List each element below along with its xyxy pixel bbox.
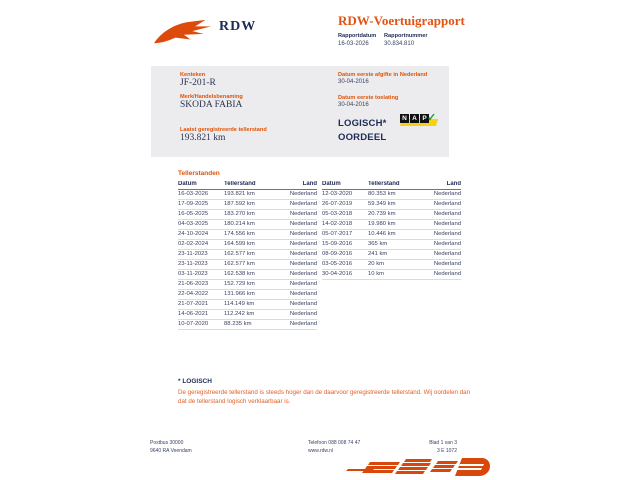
table-cell: Nederland bbox=[289, 291, 317, 297]
table-cell: 131.966 km bbox=[224, 291, 255, 297]
nap-letter-n: N bbox=[400, 114, 409, 123]
col-header-tellerstand: Tellerstand bbox=[224, 181, 256, 187]
table-cell: 193.821 km bbox=[224, 191, 255, 197]
report-date-label: Rapportdatum bbox=[338, 33, 377, 39]
table-cell: Nederland bbox=[289, 211, 317, 217]
table-row bbox=[178, 240, 317, 250]
table-cell: 19.980 km bbox=[368, 221, 396, 227]
col-header-tellerstand: Tellerstand bbox=[368, 181, 400, 187]
table-row bbox=[178, 280, 317, 290]
odometer-judgement-line1: LOGISCH* bbox=[338, 118, 387, 129]
table-cell: 152.729 km bbox=[224, 281, 255, 287]
report-number-label: Rapportnummer bbox=[384, 33, 428, 39]
footer-page-number: Blad 1 van 3 bbox=[429, 440, 457, 446]
footer-address-line1: Postbus 30000 bbox=[150, 440, 184, 446]
table-row bbox=[322, 190, 461, 200]
table-cell: 174.556 km bbox=[224, 231, 255, 237]
table-row bbox=[178, 300, 317, 310]
footer-page-info bbox=[385, 439, 457, 455]
table-row bbox=[178, 270, 317, 280]
table-body bbox=[178, 190, 317, 330]
table-cell: Nederland bbox=[289, 221, 317, 227]
first-admission-label: Datum eerste toelating bbox=[338, 95, 399, 101]
footer-speed-stripes-icon bbox=[334, 456, 490, 480]
table-cell: 26-07-2019 bbox=[322, 201, 353, 207]
table-cell: 15-09-2016 bbox=[322, 241, 353, 247]
nap-letter-a: A bbox=[410, 114, 419, 123]
vehicle-summary-box bbox=[151, 66, 449, 157]
nap-logo-icon bbox=[400, 113, 440, 128]
table-row bbox=[322, 240, 461, 250]
table-row bbox=[322, 260, 461, 270]
odometer-judgement-line2: OORDEEL bbox=[338, 132, 387, 143]
table-cell: Nederland bbox=[433, 261, 461, 267]
table-row bbox=[322, 220, 461, 230]
table-cell: 365 km bbox=[368, 241, 388, 247]
col-header-land: Land bbox=[446, 181, 461, 187]
table-cell: 162.577 km bbox=[224, 261, 255, 267]
table-cell: 59.349 km bbox=[368, 201, 396, 207]
footer-form-code: 3 E 1072 bbox=[436, 448, 457, 454]
table-cell: 08-09-2016 bbox=[322, 251, 353, 257]
table-cell: 20.739 km bbox=[368, 211, 396, 217]
report-date-value: 16-03-2026 bbox=[338, 41, 369, 47]
table-body bbox=[322, 190, 461, 280]
table-cell: 241 km bbox=[368, 251, 388, 257]
footer-website: www.rdw.nl bbox=[308, 448, 334, 454]
table-cell: Nederland bbox=[289, 271, 317, 277]
footer-contact bbox=[308, 439, 360, 455]
table-cell: 162.577 km bbox=[224, 251, 255, 257]
last-odometer-label: Laatst geregistreerde tellerstand bbox=[180, 127, 267, 133]
table-cell: 10.446 km bbox=[368, 231, 396, 237]
table-cell: Nederland bbox=[289, 301, 317, 307]
table-cell: 16-05-2025 bbox=[178, 211, 209, 217]
col-header-datum: Datum bbox=[178, 181, 197, 187]
table-cell: 05-07-2017 bbox=[322, 231, 353, 237]
table-cell: 20 km bbox=[368, 261, 385, 267]
first-registration-nl-label: Datum eerste afgifte in Nederland bbox=[338, 72, 428, 78]
table-cell: 24-10-2024 bbox=[178, 231, 209, 237]
license-plate-value: JF-201-R bbox=[180, 78, 216, 88]
table-cell: Nederland bbox=[289, 231, 317, 237]
page-title: RDW-Voertuigrapport bbox=[338, 13, 465, 28]
table-cell: 80.353 km bbox=[368, 191, 396, 197]
table-cell: 23-11-2023 bbox=[178, 261, 208, 267]
odometer-table-right bbox=[322, 179, 461, 280]
table-cell: 112.242 km bbox=[224, 311, 255, 317]
first-registration-nl-value: 30-04-2016 bbox=[338, 79, 369, 85]
table-row bbox=[178, 260, 317, 270]
table-cell: 162.538 km bbox=[224, 271, 255, 277]
table-cell: 183.270 km bbox=[224, 211, 255, 217]
table-cell: Nederland bbox=[433, 221, 461, 227]
col-header-land: Land bbox=[302, 181, 317, 187]
table-row bbox=[178, 310, 317, 320]
table-cell: 10-07-2020 bbox=[178, 321, 209, 327]
table-cell: Nederland bbox=[433, 191, 461, 197]
table-row bbox=[178, 220, 317, 230]
rdw-logo-text: RDW bbox=[219, 19, 257, 34]
odometer-table-left bbox=[178, 179, 317, 330]
footer-address-line2: 9640 RA Veendam bbox=[150, 448, 192, 454]
table-row bbox=[178, 200, 317, 210]
nap-letter-p: P bbox=[420, 114, 429, 123]
table-cell: 14-02-2018 bbox=[322, 221, 353, 227]
odometer-section-title: Tellerstanden bbox=[178, 170, 220, 177]
table-cell: 21-06-2023 bbox=[178, 281, 209, 287]
table-cell: 22-04-2022 bbox=[178, 291, 209, 297]
table-cell: Nederland bbox=[289, 191, 317, 197]
rdw-bird-logo-icon bbox=[152, 18, 214, 46]
table-cell: 04-03-2025 bbox=[178, 221, 209, 227]
table-cell: 17-09-2025 bbox=[178, 201, 209, 207]
table-cell: Nederland bbox=[433, 251, 461, 257]
footer-phone: Telefoon 088 008 74 47 bbox=[308, 440, 361, 446]
table-cell: Nederland bbox=[433, 231, 461, 237]
judgement-explanation-body: De geregistreerde tellerstand is steeds hoger dan de daarvoor geregistreerde tellerstand. Wij oordelen dan dat de tellerstand logisch verklaarbaar is. bbox=[178, 389, 471, 405]
table-cell: 88.235 km bbox=[224, 321, 252, 327]
last-odometer-value: 193.821 km bbox=[180, 133, 226, 143]
table-cell: 10 km bbox=[368, 271, 385, 277]
first-admission-value: 30-04-2016 bbox=[338, 102, 369, 108]
table-cell: 16-03-2026 bbox=[178, 191, 209, 197]
table-row bbox=[178, 250, 317, 260]
table-cell: Nederland bbox=[433, 211, 461, 217]
make-model-label: Merk/Handelsbenaming bbox=[180, 94, 243, 100]
table-cell: 14-06-2021 bbox=[178, 311, 209, 317]
table-row bbox=[322, 250, 461, 260]
license-plate-label: Kenteken bbox=[180, 72, 206, 78]
table-header bbox=[178, 179, 317, 190]
table-cell: Nederland bbox=[433, 241, 461, 247]
table-cell: Nederland bbox=[433, 271, 461, 277]
judgement-explanation-title: * LOGISCH bbox=[178, 378, 212, 385]
table-row bbox=[178, 290, 317, 300]
footer-address bbox=[150, 439, 192, 455]
table-row bbox=[178, 320, 317, 330]
table-cell: Nederland bbox=[289, 201, 317, 207]
table-cell: 02-02-2024 bbox=[178, 241, 209, 247]
table-cell: Nederland bbox=[289, 261, 317, 267]
table-cell: 03-05-2016 bbox=[322, 261, 353, 267]
table-row bbox=[178, 210, 317, 220]
table-cell: 03-11-2023 bbox=[178, 271, 208, 277]
table-cell: 12-03-2020 bbox=[322, 191, 353, 197]
table-row bbox=[178, 230, 317, 240]
table-cell: 187.592 km bbox=[224, 201, 255, 207]
table-row bbox=[322, 230, 461, 240]
table-cell: Nederland bbox=[289, 321, 317, 327]
table-cell: Nederland bbox=[289, 251, 317, 257]
table-cell: 114.149 km bbox=[224, 301, 255, 307]
table-cell: Nederland bbox=[289, 241, 317, 247]
table-row bbox=[322, 270, 461, 280]
table-row bbox=[322, 210, 461, 220]
table-cell: 180.214 km bbox=[224, 221, 255, 227]
table-cell: Nederland bbox=[289, 311, 317, 317]
nap-check-icon: ✓ bbox=[427, 112, 437, 124]
table-cell: 23-11-2023 bbox=[178, 251, 208, 257]
table-cell: 164.599 km bbox=[224, 241, 255, 247]
table-cell: Nederland bbox=[289, 281, 317, 287]
make-model-value: SKODA FABIA bbox=[180, 100, 243, 110]
table-cell: Nederland bbox=[433, 201, 461, 207]
table-header bbox=[322, 179, 461, 190]
table-cell: 21-07-2021 bbox=[178, 301, 209, 307]
table-row bbox=[178, 190, 317, 200]
table-row bbox=[322, 200, 461, 210]
report-number-value: 30.834.810 bbox=[384, 41, 415, 47]
table-cell: 30-04-2016 bbox=[322, 271, 353, 277]
col-header-datum: Datum bbox=[322, 181, 341, 187]
table-cell: 05-03-2018 bbox=[322, 211, 353, 217]
